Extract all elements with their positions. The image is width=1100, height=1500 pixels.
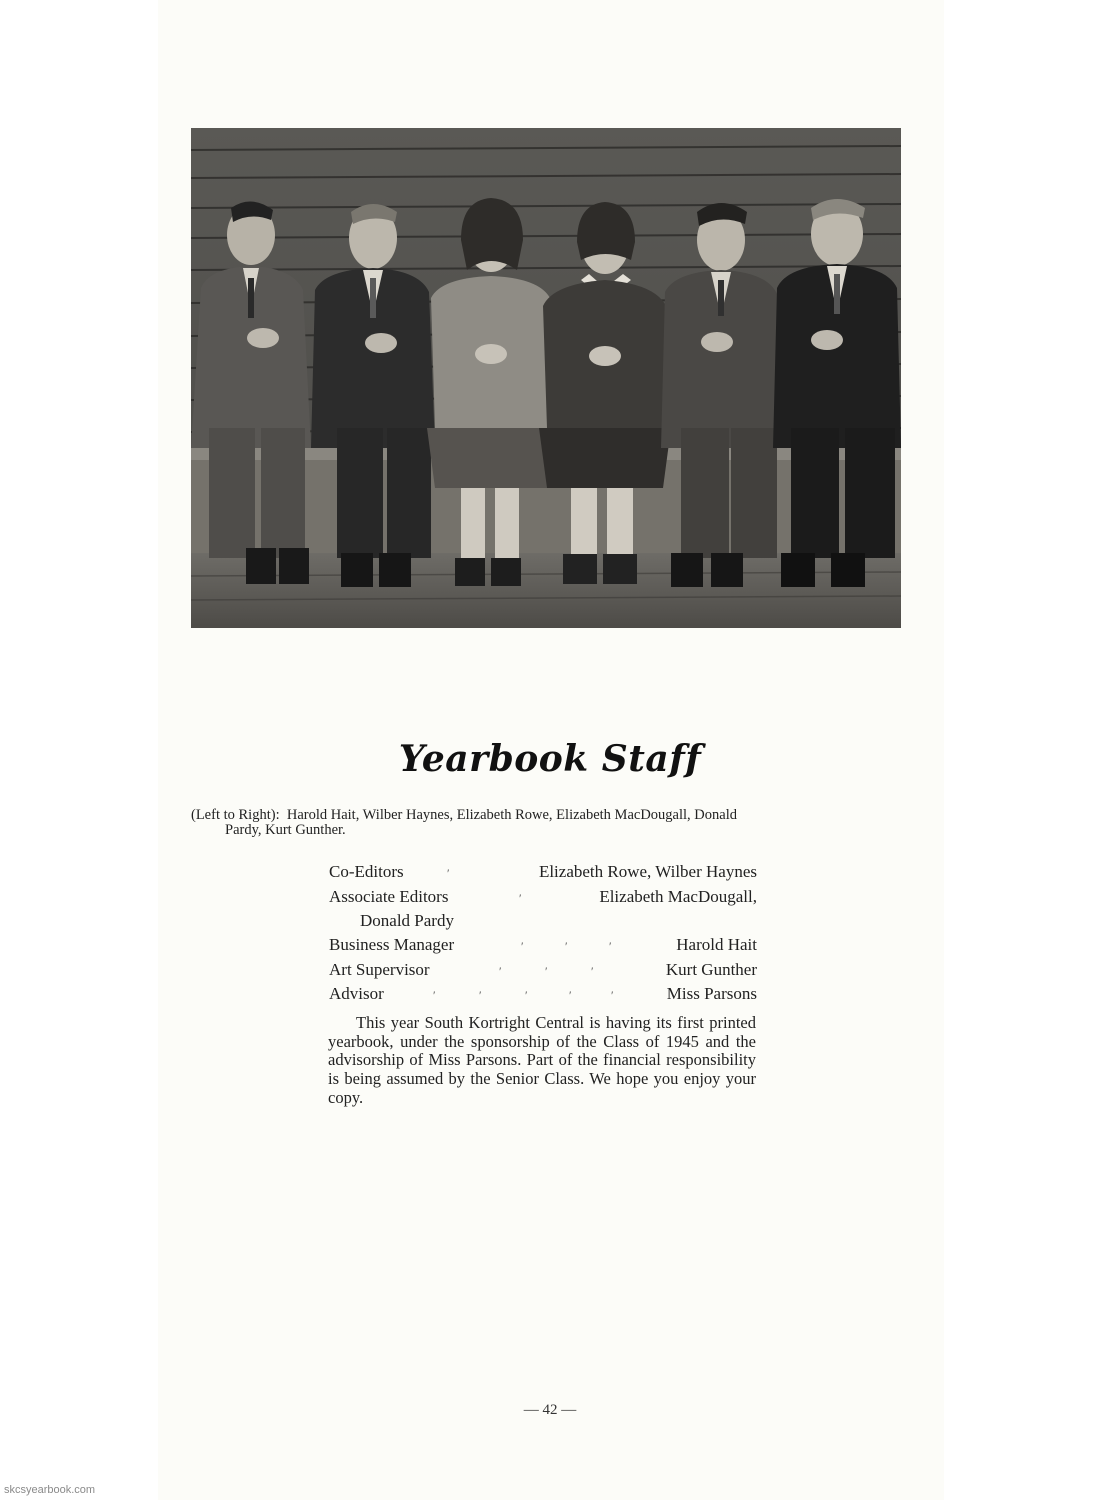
group-photo [191,128,901,628]
staff-role: Co-Editors [329,862,404,881]
staff-role: Art Supervisor [329,959,430,979]
staff-name: Elizabeth Rowe, Wilber Haynes [538,862,757,881]
caption-names: Harold Hait, Wilber Haynes, Elizabeth Rowe, Elizabeth MacDougall, Donald [286,807,737,823]
leader-dash: ′ [611,988,614,1002]
staff-name: Miss Parsons [666,984,757,1003]
leader-dash: ′ [565,939,568,953]
leader-dash: ′ [591,963,594,978]
staff-name-continued: Donald Pardy [360,911,454,930]
staff-row [329,984,757,1009]
leader-dash: ′ [569,988,572,1002]
body-paragraph: This year South Kortright Central is having its first printed yearbook, under the sponsorship of the Class of 1945 and the advisorship of Miss Parsons. Part of the financial responsibility is being assumed by the Senior Class. We hope you enjoy your copy. [328,1013,756,1107]
staff-row [329,887,757,912]
leader-dash: ′ [479,988,482,1002]
leader-dash: ′ [433,988,436,1002]
caption-names-continued: Pardy, Kurt Gunther. [225,822,346,838]
staff-role: Advisor [329,984,384,1003]
photo-caption [191,808,903,838]
staff-role: Business Manager [329,935,455,954]
staff-row-continuation [329,911,757,935]
group-photo-image [191,128,901,628]
leader-dash: ′ [521,939,524,953]
staff-name: Kurt Gunther [665,959,757,979]
staff-row [329,935,757,960]
staff-name: Elizabeth MacDougall, [599,886,757,906]
watermark: skcsyearbook.com [4,1484,96,1496]
staff-role: Associate Editors [329,886,449,906]
leader-dash: ′ [525,988,528,1002]
leader-dash: ′ [499,963,502,978]
page-title: Yearbook Staff [398,738,702,780]
staff-row [329,960,757,985]
caption-lead: (Left to Right): [191,807,280,823]
staff-name: Harold Hait [676,935,757,954]
leader-dash: ′ [447,866,450,880]
page-number: — 42 — [523,1402,577,1418]
leader-dash: ′ [545,963,548,978]
leader-dash: ′ [609,939,612,953]
staff-row [329,862,757,887]
staff-list [329,862,757,1009]
leader-dash: ′ [519,890,522,905]
